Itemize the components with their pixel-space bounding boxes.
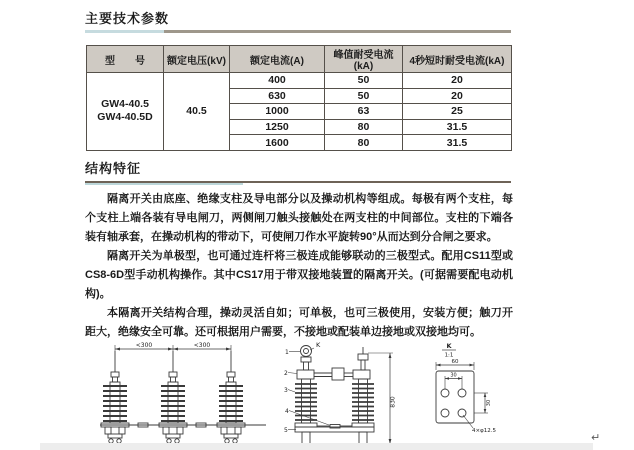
- short-time-cell: 31.5: [403, 119, 512, 135]
- header-model: 型 号: [87, 46, 164, 73]
- peak-withstand-cell: 50: [325, 73, 403, 89]
- header-short-time: 4秒短时耐受电流(kA): [403, 46, 512, 73]
- table-header-row: [87, 46, 512, 73]
- rated-current-cell: 1250: [230, 119, 325, 135]
- model-cell: [87, 73, 164, 151]
- model-line-2: GW4-40.5D: [97, 111, 153, 124]
- divider-accent-segment: [85, 30, 164, 33]
- dim-label-width: 60: [451, 359, 459, 365]
- divider-accent-underline: [85, 183, 243, 185]
- header-peak-withstand: 峰值耐受电流(kA): [325, 46, 403, 73]
- detail-k-drawing: [428, 341, 508, 436]
- callout-4: 4: [285, 408, 289, 415]
- structure-paragraph-3: 本隔离开关结构合理，操动灵活自如；可单极，也可三极使用，安装方便；触刀开距大，绝缘安全可靠。还可根据用户需要，不接地或配装单边接地或双接地均可。: [85, 307, 513, 338]
- peak-withstand-cell: 80: [325, 135, 403, 151]
- short-time-cell: 31.5: [403, 135, 512, 151]
- single-pole-drawing: [283, 340, 409, 450]
- rated-current-cell: 1000: [230, 104, 325, 120]
- section-title-structure: 结构特征: [85, 161, 142, 176]
- section-divider-tech: [85, 30, 511, 34]
- dim-label-holes: 4×φ12.5: [472, 428, 496, 434]
- insulator-post: [159, 351, 187, 443]
- detail-view-label: K: [446, 342, 452, 350]
- dim-label-height: 830: [389, 396, 397, 408]
- k-view-label: K: [316, 341, 321, 349]
- short-time-cell: 20: [403, 73, 512, 89]
- dim-label-row-pitch: 30: [486, 399, 492, 407]
- rated-current-cell: 1600: [230, 135, 325, 151]
- three-pole-drawing: [98, 342, 268, 446]
- header-rated-voltage: 额定电压(kV): [164, 46, 230, 73]
- section-title-tech-params: 主要技术参数: [85, 11, 170, 26]
- divider-tail-segment: [164, 30, 511, 33]
- detail-scale-label: 1:1: [444, 352, 454, 359]
- rated-current-cell: 630: [230, 88, 325, 104]
- paragraph-return-mark: ↵: [591, 432, 601, 444]
- rated-current-cell: 400: [230, 73, 325, 89]
- bottom-strip: [40, 443, 593, 450]
- short-time-cell: 20: [403, 88, 512, 104]
- callout-3: 3: [284, 387, 288, 394]
- dim-label-pole-spacing-left: <300: [135, 342, 153, 349]
- section-divider-structure: [85, 181, 511, 185]
- callout-5: 5: [284, 427, 288, 434]
- structure-paragraph-2: 隔离开关为单极型，也可通过连杆将三极连成能够联动的三极型式。配用CS11型或CS8-6D型手动机构操作。其中CS17用于带双接地装置的隔离开关。(可据需要配电动机构)。: [85, 250, 513, 300]
- peak-withstand-cell: 50: [325, 88, 403, 104]
- peak-withstand-cell: 80: [325, 119, 403, 135]
- dim-label-pole-spacing-right: <300: [193, 342, 211, 349]
- callout-2: 2: [284, 370, 288, 377]
- insulator-post: [101, 351, 129, 443]
- peak-withstand-cell: 63: [325, 104, 403, 120]
- insulator-post: [217, 351, 245, 443]
- table-row: [87, 73, 512, 89]
- dim-label-hole-pitch: 30: [450, 372, 457, 379]
- short-time-cell: 25: [403, 104, 512, 120]
- structure-body-text: [85, 190, 513, 342]
- rated-voltage-cell: 40.5: [164, 73, 230, 151]
- header-rated-current: 额定电流(A): [230, 46, 325, 73]
- model-line-1: GW4-40.5: [101, 98, 149, 111]
- structure-paragraph-1: 隔离开关由底座、绝缘支柱及导电部分以及操动机构等组成。每极有两个支柱，每个支柱上端各装有导电闸刀，两侧闸刀触头接触处在两支柱的中间部位。支柱的下端各装有轴承套，在操动机构的带动下，可使闸刀作水平旋转90°从而达到分合闸之要求。: [85, 193, 513, 243]
- tech-params-table: [86, 45, 512, 151]
- callout-1: 1: [285, 349, 289, 356]
